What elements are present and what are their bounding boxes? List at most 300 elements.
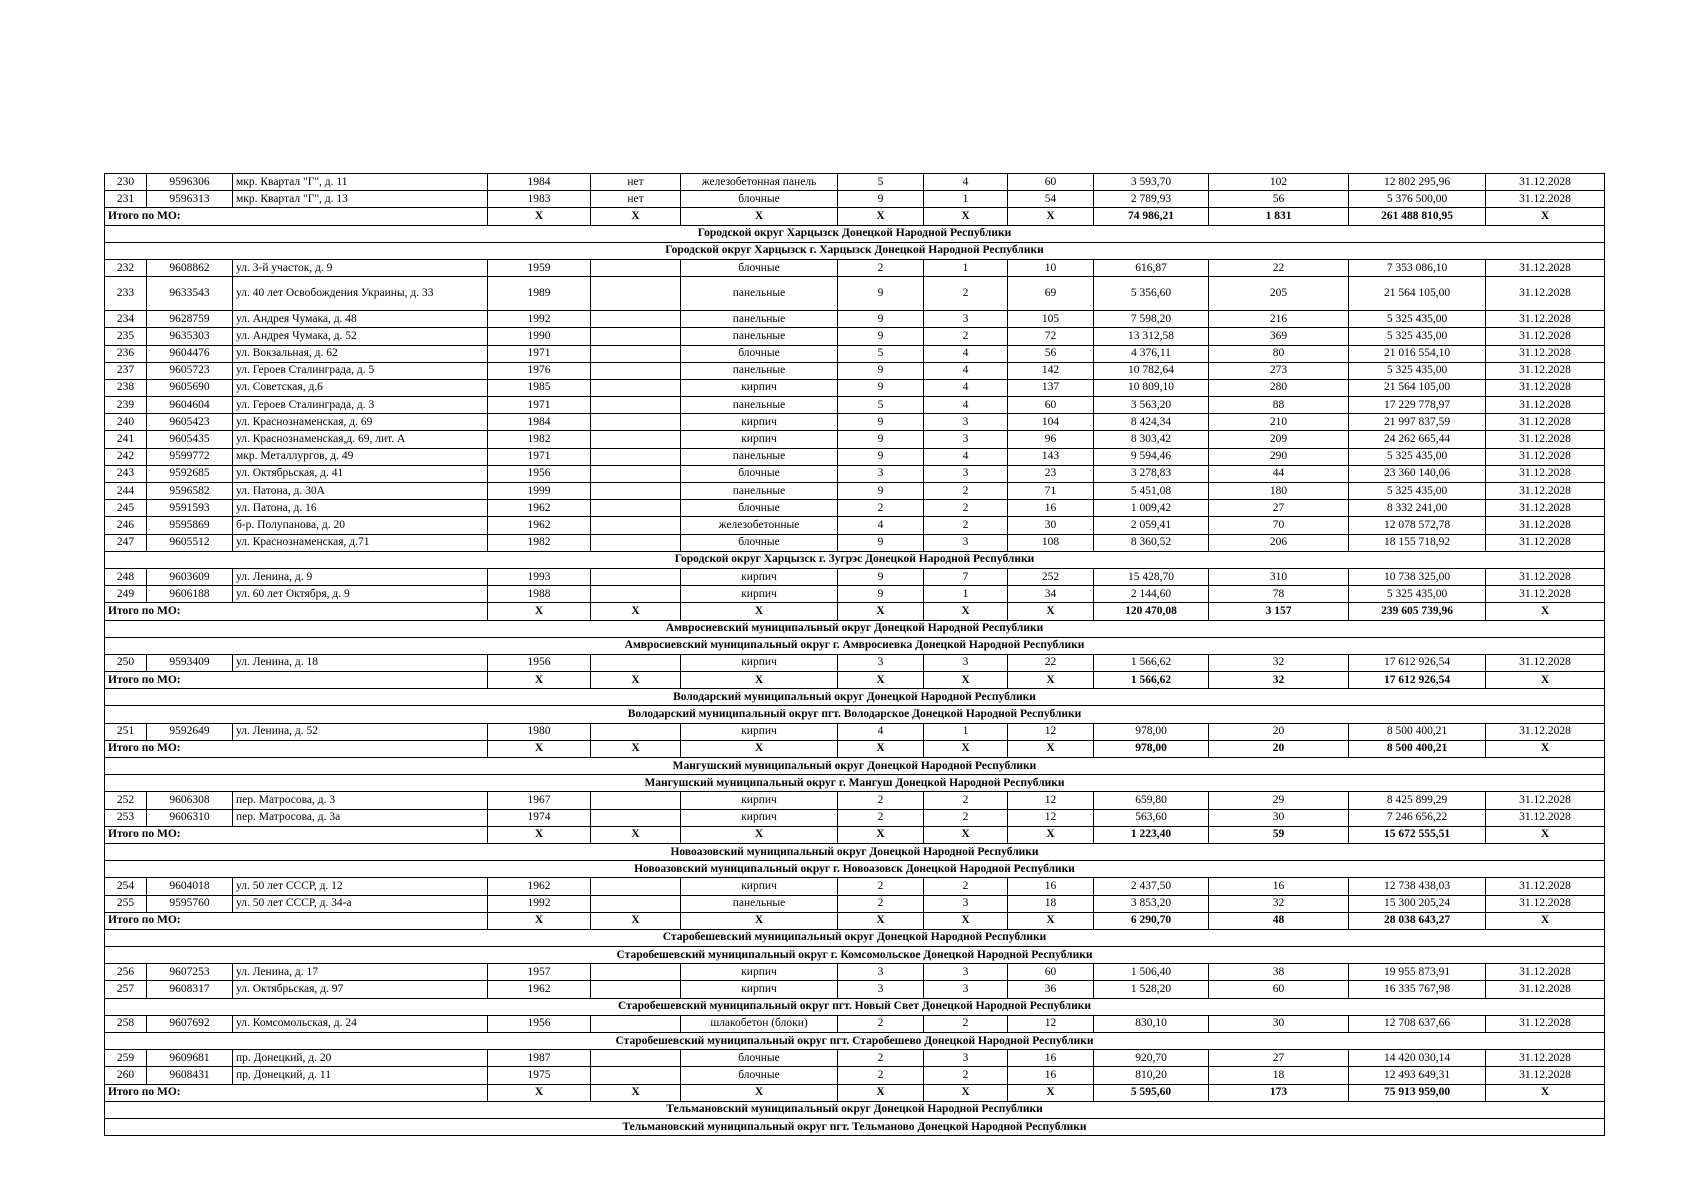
- apartments-cell: 252: [1008, 568, 1094, 585]
- subtotal-repair-cost-cell: 8 500 400,21: [1349, 740, 1486, 757]
- subtotal-row: [105, 912, 1605, 929]
- section-header-row: [105, 551, 1605, 568]
- build-year-cell: 1971: [488, 397, 591, 414]
- gas-status-cell: [591, 723, 681, 740]
- entrances-cell: 2: [924, 1015, 1008, 1032]
- row-number-cell: 234: [105, 311, 147, 328]
- wall-material-cell: панельные: [681, 328, 838, 345]
- row-number-cell: 240: [105, 414, 147, 431]
- build-year-cell: 1957: [488, 964, 591, 981]
- row-number-cell: 253: [105, 809, 147, 826]
- entrances-cell: 4: [924, 345, 1008, 362]
- residents-cell: 88: [1209, 397, 1349, 414]
- total-area-cell: 2 059,41: [1094, 517, 1209, 534]
- deadline-date-cell: 31.12.2028: [1486, 448, 1605, 465]
- house-id-cell: 9606308: [147, 792, 233, 809]
- gas-status-cell: [591, 964, 681, 981]
- section-header-row: [105, 929, 1605, 946]
- floors-cell: 3: [838, 465, 924, 482]
- subtotal-wall-material-cell: Х: [681, 912, 838, 929]
- wall-material-cell: панельные: [681, 448, 838, 465]
- subtotal-total-area-cell: 1 223,40: [1094, 826, 1209, 843]
- table-row: [105, 174, 1605, 191]
- floors-cell: 9: [838, 277, 924, 311]
- subtotal-apartments-cell: Х: [1008, 826, 1094, 843]
- wall-material-cell: блочные: [681, 259, 838, 276]
- entrances-cell: 4: [924, 379, 1008, 396]
- build-year-cell: 1962: [488, 878, 591, 895]
- house-id-cell: 9599772: [147, 448, 233, 465]
- table-row: [105, 397, 1605, 414]
- apartments-cell: 54: [1008, 191, 1094, 208]
- subtotal-residents-cell: 1 831: [1209, 208, 1349, 225]
- deadline-date-cell: 31.12.2028: [1486, 311, 1605, 328]
- apartments-cell: 60: [1008, 397, 1094, 414]
- house-id-cell: 9608317: [147, 981, 233, 998]
- gas-status-cell: [591, 277, 681, 311]
- subtotal-build-year-cell: Х: [488, 208, 591, 225]
- section-header-row: [105, 225, 1605, 242]
- repair-cost-cell: 12 493 649,31: [1349, 1067, 1486, 1084]
- apartments-cell: 12: [1008, 792, 1094, 809]
- wall-material-cell: кирпич: [681, 586, 838, 603]
- row-number-cell: 252: [105, 792, 147, 809]
- apartments-cell: 34: [1008, 586, 1094, 603]
- gas-status-cell: [591, 534, 681, 551]
- subtotal-residents-cell: 48: [1209, 912, 1349, 929]
- repair-cost-cell: 12 078 572,78: [1349, 517, 1486, 534]
- floors-cell: 9: [838, 448, 924, 465]
- entrances-cell: 2: [924, 809, 1008, 826]
- deadline-date-cell: 31.12.2028: [1486, 362, 1605, 379]
- wall-material-cell: железобетонные: [681, 517, 838, 534]
- subtotal-gas-status-cell: Х: [591, 1084, 681, 1101]
- entrances-cell: 3: [924, 964, 1008, 981]
- subtotal-deadline-date-cell: Х: [1486, 672, 1605, 689]
- floors-cell: 9: [838, 414, 924, 431]
- subtotal-wall-material-cell: Х: [681, 1084, 838, 1101]
- house-id-cell: 9596306: [147, 174, 233, 191]
- row-number-cell: 241: [105, 431, 147, 448]
- total-area-cell: 563,60: [1094, 809, 1209, 826]
- subtotal-label: Итого по МО:: [105, 603, 488, 620]
- address-cell: ул. Патона, д. 30А: [233, 483, 488, 500]
- house-id-cell: 9604476: [147, 345, 233, 362]
- table-row: [105, 465, 1605, 482]
- total-area-cell: 10 809,10: [1094, 379, 1209, 396]
- residents-cell: 273: [1209, 362, 1349, 379]
- wall-material-cell: блочные: [681, 345, 838, 362]
- address-cell: ул. Октябрьская, д. 97: [233, 981, 488, 998]
- residents-cell: 18: [1209, 1067, 1349, 1084]
- total-area-cell: 616,87: [1094, 259, 1209, 276]
- wall-material-cell: кирпич: [681, 981, 838, 998]
- gas-status-cell: [591, 465, 681, 482]
- total-area-cell: 1 566,62: [1094, 654, 1209, 671]
- section-header-row: [105, 1101, 1605, 1118]
- subtotal-entrances-cell: Х: [924, 208, 1008, 225]
- wall-material-cell: кирпич: [681, 568, 838, 585]
- total-area-cell: 15 428,70: [1094, 568, 1209, 585]
- residents-cell: 30: [1209, 809, 1349, 826]
- floors-cell: 2: [838, 1015, 924, 1032]
- total-area-cell: 3 563,20: [1094, 397, 1209, 414]
- entrances-cell: 1: [924, 586, 1008, 603]
- build-year-cell: 1985: [488, 379, 591, 396]
- wall-material-cell: кирпич: [681, 654, 838, 671]
- repair-cost-cell: 5 325 435,00: [1349, 362, 1486, 379]
- deadline-date-cell: 31.12.2028: [1486, 654, 1605, 671]
- table-row: [105, 414, 1605, 431]
- apartments-cell: 16: [1008, 1067, 1094, 1084]
- deadline-date-cell: 31.12.2028: [1486, 345, 1605, 362]
- subtotal-residents-cell: 20: [1209, 740, 1349, 757]
- floors-cell: 2: [838, 878, 924, 895]
- house-id-cell: 9606188: [147, 586, 233, 603]
- residents-cell: 210: [1209, 414, 1349, 431]
- residents-cell: 216: [1209, 311, 1349, 328]
- table-row: [105, 534, 1605, 551]
- wall-material-cell: кирпич: [681, 723, 838, 740]
- subtotal-repair-cost-cell: 17 612 926,54: [1349, 672, 1486, 689]
- apartments-cell: 108: [1008, 534, 1094, 551]
- entrances-cell: 1: [924, 191, 1008, 208]
- entrances-cell: 3: [924, 534, 1008, 551]
- floors-cell: 2: [838, 809, 924, 826]
- gas-status-cell: [591, 345, 681, 362]
- deadline-date-cell: 31.12.2028: [1486, 431, 1605, 448]
- wall-material-cell: блочные: [681, 191, 838, 208]
- repair-cost-cell: 17 229 778,97: [1349, 397, 1486, 414]
- address-cell: ул. Краснознаменская, д.71: [233, 534, 488, 551]
- deadline-date-cell: 31.12.2028: [1486, 809, 1605, 826]
- subtotal-floors-cell: Х: [838, 672, 924, 689]
- apartments-cell: 69: [1008, 277, 1094, 311]
- build-year-cell: 1962: [488, 500, 591, 517]
- row-number-cell: 247: [105, 534, 147, 551]
- build-year-cell: 1992: [488, 311, 591, 328]
- total-area-cell: 9 594,46: [1094, 448, 1209, 465]
- subtotal-gas-status-cell: Х: [591, 826, 681, 843]
- residents-cell: 22: [1209, 259, 1349, 276]
- subtotal-build-year-cell: Х: [488, 912, 591, 929]
- row-number-cell: 254: [105, 878, 147, 895]
- build-year-cell: 1980: [488, 723, 591, 740]
- residents-cell: 80: [1209, 345, 1349, 362]
- section-header-row: [105, 689, 1605, 706]
- entrances-cell: 1: [924, 259, 1008, 276]
- address-cell: ул. 50 лет СССР, д. 34-а: [233, 895, 488, 912]
- repair-cost-cell: 7 246 656,22: [1349, 809, 1486, 826]
- table-row: [105, 1050, 1605, 1067]
- address-cell: ул. Краснознаменская, д. 69: [233, 414, 488, 431]
- deadline-date-cell: 31.12.2028: [1486, 1015, 1605, 1032]
- section-header: Новоазовский муниципальный округ г. Новоазовск Донецкой Народной Республики: [105, 861, 1605, 878]
- gas-status-cell: [591, 1067, 681, 1084]
- subtotal-residents-cell: 32: [1209, 672, 1349, 689]
- residents-cell: 205: [1209, 277, 1349, 311]
- apartments-cell: 30: [1008, 517, 1094, 534]
- deadline-date-cell: 31.12.2028: [1486, 1067, 1605, 1084]
- wall-material-cell: панельные: [681, 483, 838, 500]
- floors-cell: 2: [838, 500, 924, 517]
- build-year-cell: 1962: [488, 517, 591, 534]
- deadline-date-cell: 31.12.2028: [1486, 500, 1605, 517]
- house-id-cell: 9605423: [147, 414, 233, 431]
- floors-cell: 9: [838, 483, 924, 500]
- floors-cell: 5: [838, 345, 924, 362]
- address-cell: ул. Андрея Чумака, д. 48: [233, 311, 488, 328]
- subtotal-wall-material-cell: Х: [681, 603, 838, 620]
- residents-cell: 206: [1209, 534, 1349, 551]
- repair-cost-cell: 21 997 837,59: [1349, 414, 1486, 431]
- entrances-cell: 2: [924, 500, 1008, 517]
- subtotal-total-area-cell: 1 566,62: [1094, 672, 1209, 689]
- row-number-cell: 245: [105, 500, 147, 517]
- entrances-cell: 2: [924, 483, 1008, 500]
- entrances-cell: 3: [924, 654, 1008, 671]
- subtotal-label: Итого по МО:: [105, 1084, 488, 1101]
- residents-cell: 27: [1209, 1050, 1349, 1067]
- subtotal-entrances-cell: Х: [924, 912, 1008, 929]
- build-year-cell: 1956: [488, 1015, 591, 1032]
- table-row: [105, 259, 1605, 276]
- section-header: Тельмановский муниципальный округ Донецкой Народной Республики: [105, 1101, 1605, 1118]
- house-id-cell: 9591593: [147, 500, 233, 517]
- wall-material-cell: кирпич: [681, 964, 838, 981]
- subtotal-floors-cell: Х: [838, 826, 924, 843]
- deadline-date-cell: 31.12.2028: [1486, 259, 1605, 276]
- wall-material-cell: блочные: [681, 1067, 838, 1084]
- build-year-cell: 1956: [488, 654, 591, 671]
- residents-cell: 30: [1209, 1015, 1349, 1032]
- house-id-cell: 9628759: [147, 311, 233, 328]
- subtotal-floors-cell: Х: [838, 208, 924, 225]
- section-header: Старобешевский муниципальный округ пгт. Старобешево Донецкой Народной Республики: [105, 1033, 1605, 1050]
- apartments-cell: 12: [1008, 1015, 1094, 1032]
- gas-status-cell: [591, 397, 681, 414]
- residents-cell: 280: [1209, 379, 1349, 396]
- wall-material-cell: кирпич: [681, 809, 838, 826]
- table-row: [105, 586, 1605, 603]
- subtotal-total-area-cell: 978,00: [1094, 740, 1209, 757]
- subtotal-repair-cost-cell: 28 038 643,27: [1349, 912, 1486, 929]
- entrances-cell: 3: [924, 895, 1008, 912]
- build-year-cell: 1984: [488, 414, 591, 431]
- row-number-cell: 259: [105, 1050, 147, 1067]
- subtotal-label: Итого по МО:: [105, 912, 488, 929]
- total-area-cell: 2 437,50: [1094, 878, 1209, 895]
- section-header: Володарский муниципальный округ Донецкой Народной Республики: [105, 689, 1605, 706]
- total-area-cell: 5 356,60: [1094, 277, 1209, 311]
- build-year-cell: 1983: [488, 191, 591, 208]
- apartments-cell: 12: [1008, 809, 1094, 826]
- table-row: [105, 1015, 1605, 1032]
- subtotal-total-area-cell: 74 986,21: [1094, 208, 1209, 225]
- house-id-cell: 9608862: [147, 259, 233, 276]
- subtotal-row: [105, 1084, 1605, 1101]
- floors-cell: 9: [838, 362, 924, 379]
- deadline-date-cell: 31.12.2028: [1486, 792, 1605, 809]
- subtotal-label: Итого по МО:: [105, 672, 488, 689]
- entrances-cell: 2: [924, 878, 1008, 895]
- residents-cell: 32: [1209, 654, 1349, 671]
- gas-status-cell: [591, 362, 681, 379]
- residents-cell: 180: [1209, 483, 1349, 500]
- wall-material-cell: кирпич: [681, 379, 838, 396]
- address-cell: мкр. Квартал "Г", д. 11: [233, 174, 488, 191]
- residents-cell: 60: [1209, 981, 1349, 998]
- wall-material-cell: панельные: [681, 277, 838, 311]
- entrances-cell: 2: [924, 328, 1008, 345]
- build-year-cell: 1992: [488, 895, 591, 912]
- gas-status-cell: [591, 517, 681, 534]
- repair-cost-cell: 5 325 435,00: [1349, 448, 1486, 465]
- subtotal-residents-cell: 173: [1209, 1084, 1349, 1101]
- address-cell: мкр. Металлургов, д. 49: [233, 448, 488, 465]
- deadline-date-cell: 31.12.2028: [1486, 586, 1605, 603]
- table-row: [105, 362, 1605, 379]
- subtotal-apartments-cell: Х: [1008, 208, 1094, 225]
- build-year-cell: 1971: [488, 448, 591, 465]
- repair-cost-cell: 7 353 086,10: [1349, 259, 1486, 276]
- apartments-cell: 18: [1008, 895, 1094, 912]
- house-id-cell: 9635303: [147, 328, 233, 345]
- table-row: [105, 654, 1605, 671]
- entrances-cell: 2: [924, 1067, 1008, 1084]
- row-number-cell: 250: [105, 654, 147, 671]
- total-area-cell: 4 376,11: [1094, 345, 1209, 362]
- entrances-cell: 3: [924, 981, 1008, 998]
- repair-cost-cell: 23 360 140,06: [1349, 465, 1486, 482]
- subtotal-deadline-date-cell: Х: [1486, 826, 1605, 843]
- floors-cell: 9: [838, 191, 924, 208]
- apartments-cell: 105: [1008, 311, 1094, 328]
- house-id-cell: 9604604: [147, 397, 233, 414]
- table-row: [105, 809, 1605, 826]
- subtotal-row: [105, 740, 1605, 757]
- address-cell: пр. Донецкий, д. 20: [233, 1050, 488, 1067]
- repair-cost-cell: 18 155 718,92: [1349, 534, 1486, 551]
- gas-status-cell: [591, 259, 681, 276]
- table-row: [105, 448, 1605, 465]
- gas-status-cell: [591, 809, 681, 826]
- gas-status-cell: [591, 878, 681, 895]
- section-header-row: [105, 1118, 1605, 1135]
- residents-cell: 20: [1209, 723, 1349, 740]
- floors-cell: 4: [838, 723, 924, 740]
- subtotal-deadline-date-cell: Х: [1486, 603, 1605, 620]
- wall-material-cell: блочные: [681, 465, 838, 482]
- table-row: [105, 311, 1605, 328]
- row-number-cell: 248: [105, 568, 147, 585]
- housing-registry-table: [104, 173, 1605, 1136]
- house-id-cell: 9605690: [147, 379, 233, 396]
- address-cell: ул. 60 лет Октября, д. 9: [233, 586, 488, 603]
- deadline-date-cell: 31.12.2028: [1486, 878, 1605, 895]
- total-area-cell: 978,00: [1094, 723, 1209, 740]
- subtotal-label: Итого по МО:: [105, 826, 488, 843]
- house-id-cell: 9608431: [147, 1067, 233, 1084]
- wall-material-cell: кирпич: [681, 431, 838, 448]
- repair-cost-cell: 5 325 435,00: [1349, 328, 1486, 345]
- house-id-cell: 9596313: [147, 191, 233, 208]
- floors-cell: 9: [838, 431, 924, 448]
- floors-cell: 2: [838, 1050, 924, 1067]
- section-header: Старобешевский муниципальный округ г. Комсомольское Донецкой Народной Республики: [105, 947, 1605, 964]
- apartments-cell: 71: [1008, 483, 1094, 500]
- gas-status-cell: [591, 500, 681, 517]
- repair-cost-cell: 12 802 295,96: [1349, 174, 1486, 191]
- floors-cell: 9: [838, 379, 924, 396]
- build-year-cell: 1990: [488, 328, 591, 345]
- subtotal-label: Итого по МО:: [105, 208, 488, 225]
- address-cell: ул. Героев Сталинграда, д. 5: [233, 362, 488, 379]
- row-number-cell: 237: [105, 362, 147, 379]
- wall-material-cell: панельные: [681, 362, 838, 379]
- repair-cost-cell: 10 738 325,00: [1349, 568, 1486, 585]
- gas-status-cell: [591, 654, 681, 671]
- subtotal-row: [105, 603, 1605, 620]
- total-area-cell: 5 451,08: [1094, 483, 1209, 500]
- apartments-cell: 16: [1008, 1050, 1094, 1067]
- deadline-date-cell: 31.12.2028: [1486, 1050, 1605, 1067]
- entrances-cell: 4: [924, 362, 1008, 379]
- subtotal-wall-material-cell: Х: [681, 672, 838, 689]
- row-number-cell: 239: [105, 397, 147, 414]
- wall-material-cell: блочные: [681, 534, 838, 551]
- house-id-cell: 9596582: [147, 483, 233, 500]
- total-area-cell: 659,80: [1094, 792, 1209, 809]
- repair-cost-cell: 16 335 767,98: [1349, 981, 1486, 998]
- repair-cost-cell: 12 738 438,03: [1349, 878, 1486, 895]
- repair-cost-cell: 5 325 435,00: [1349, 586, 1486, 603]
- wall-material-cell: кирпич: [681, 878, 838, 895]
- floors-cell: 9: [838, 311, 924, 328]
- residents-cell: 102: [1209, 174, 1349, 191]
- house-id-cell: 9592649: [147, 723, 233, 740]
- subtotal-entrances-cell: Х: [924, 826, 1008, 843]
- house-id-cell: 9607692: [147, 1015, 233, 1032]
- build-year-cell: 1959: [488, 259, 591, 276]
- apartments-cell: 23: [1008, 465, 1094, 482]
- subtotal-build-year-cell: Х: [488, 603, 591, 620]
- subtotal-apartments-cell: Х: [1008, 603, 1094, 620]
- subtotal-deadline-date-cell: Х: [1486, 1084, 1605, 1101]
- residents-cell: 16: [1209, 878, 1349, 895]
- house-id-cell: 9606310: [147, 809, 233, 826]
- deadline-date-cell: 31.12.2028: [1486, 981, 1605, 998]
- gas-status-cell: [591, 379, 681, 396]
- apartments-cell: 104: [1008, 414, 1094, 431]
- table-row: [105, 379, 1605, 396]
- deadline-date-cell: 31.12.2028: [1486, 517, 1605, 534]
- address-cell: ул. Советская, д.6: [233, 379, 488, 396]
- total-area-cell: 810,20: [1094, 1067, 1209, 1084]
- total-area-cell: 920,70: [1094, 1050, 1209, 1067]
- entrances-cell: 3: [924, 414, 1008, 431]
- floors-cell: 2: [838, 259, 924, 276]
- house-id-cell: 9605512: [147, 534, 233, 551]
- address-cell: ул. Андрея Чумака, д. 52: [233, 328, 488, 345]
- subtotal-entrances-cell: Х: [924, 672, 1008, 689]
- subtotal-build-year-cell: Х: [488, 1084, 591, 1101]
- total-area-cell: 8 424,34: [1094, 414, 1209, 431]
- subtotal-total-area-cell: 6 290,70: [1094, 912, 1209, 929]
- apartments-cell: 16: [1008, 500, 1094, 517]
- deadline-date-cell: 31.12.2028: [1486, 328, 1605, 345]
- entrances-cell: 3: [924, 1050, 1008, 1067]
